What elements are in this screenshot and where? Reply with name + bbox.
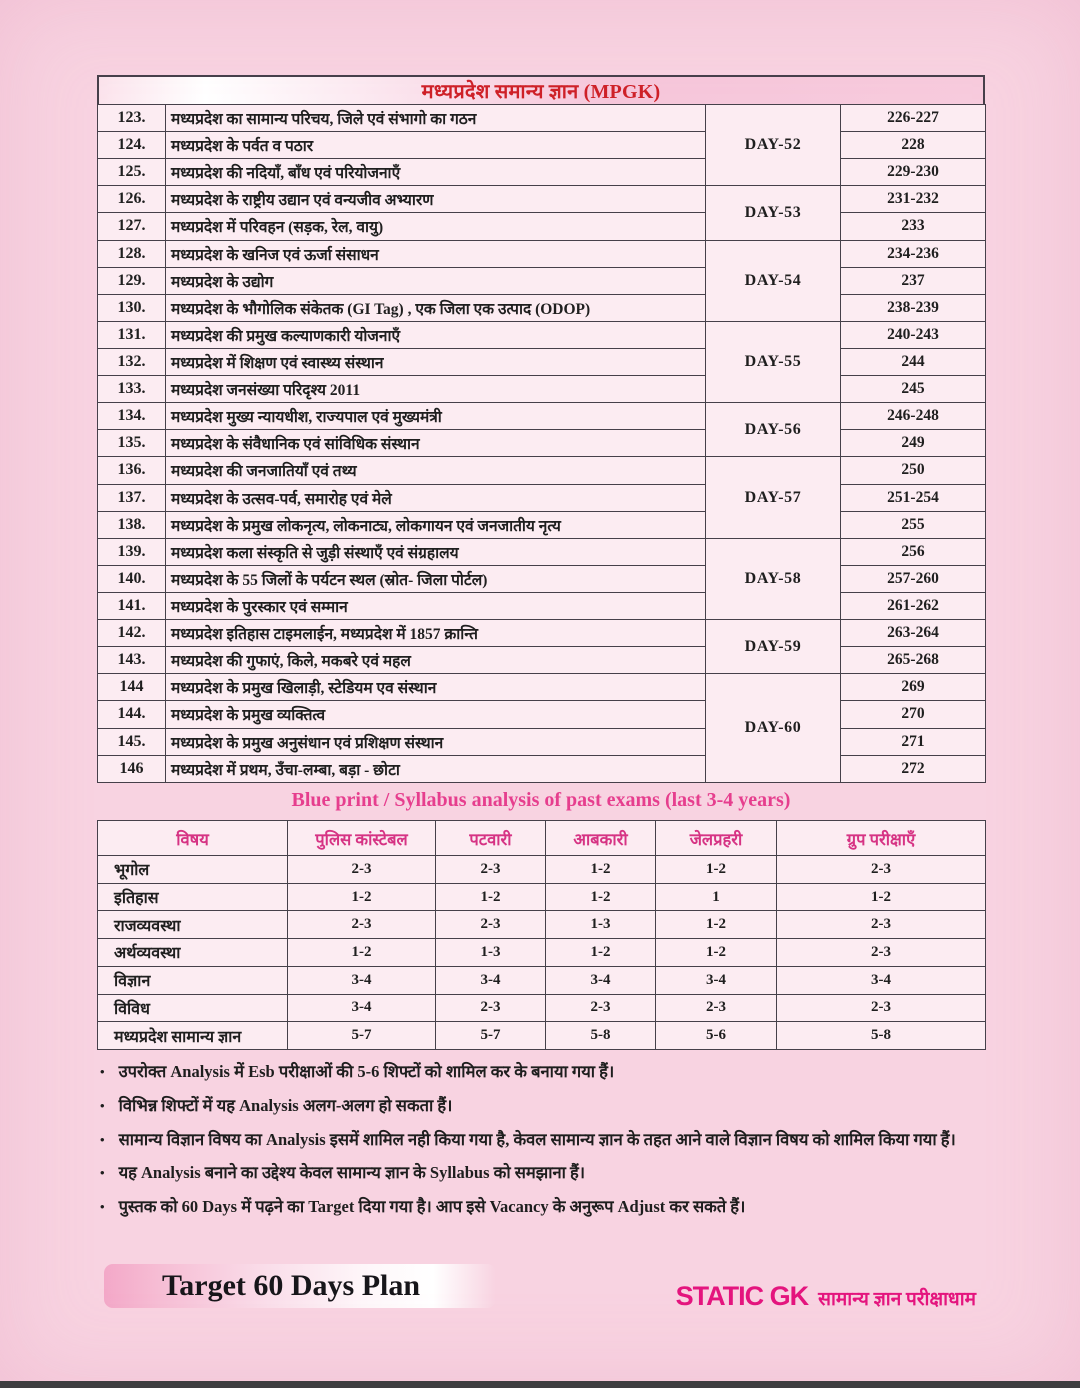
value-cell: 3-4 — [546, 966, 656, 994]
serial-cell: 126. — [98, 186, 166, 213]
topic-cell: मध्यप्रदेश मुख्य न्यायधीश, राज्यपाल एवं मुख्यमंत्री — [166, 403, 706, 430]
value-cell: 2-3 — [436, 994, 546, 1022]
table-row — [98, 728, 986, 755]
topic-cell: मध्यप्रदेश के प्रमुख लोकनृत्य, लोकनाट्य, लोकगायन एवं जनजातीय नृत्य — [166, 511, 706, 538]
table-row — [98, 105, 986, 132]
photo-edge-strip — [0, 1381, 1080, 1388]
value-cell: 3-4 — [656, 966, 777, 994]
value-cell: 2-3 — [546, 994, 656, 1022]
value-cell: 5-7 — [436, 1022, 546, 1050]
topic-cell: मध्यप्रदेश के राष्ट्रीय उद्यान एवं वन्यजीव अभ्यारण — [166, 186, 706, 213]
note-text: यह Analysis बनाने का उद्देश्य केवल सामान्य ज्ञान के Syllabus को समझाना हैं। — [118, 1163, 586, 1183]
value-cell: 3-4 — [436, 966, 546, 994]
table-row — [98, 240, 986, 267]
day-cell: DAY-53 — [706, 186, 841, 240]
mpgk-header-bar — [97, 75, 985, 104]
topic-cell: मध्यप्रदेश इतिहास टाइमलाईन, मध्यप्रदेश में 1857 क्रान्ति — [166, 620, 706, 647]
value-cell: 1 — [656, 883, 777, 911]
table-row — [98, 620, 986, 647]
serial-cell: 142. — [98, 620, 166, 647]
column-header: पुलिस कांस्टेबल — [288, 821, 436, 856]
serial-cell: 134. — [98, 403, 166, 430]
subject-cell: अर्थव्यवस्था — [98, 939, 288, 967]
table-row — [98, 592, 986, 619]
brand-name: STATIC GK — [675, 1281, 809, 1311]
pages-cell: 237 — [841, 267, 986, 294]
pages-cell: 245 — [841, 376, 986, 403]
subject-cell: भूगोल — [98, 856, 288, 884]
subject-cell: मध्यप्रदेश सामान्य ज्ञान — [98, 1022, 288, 1050]
topic-cell: मध्यप्रदेश के भौगोलिक संकेतक (GI Tag) , एक जिला एक उत्पाद (ODOP) — [166, 294, 706, 321]
target-plan-banner — [104, 1264, 496, 1308]
value-cell: 2-3 — [777, 994, 986, 1022]
pages-cell: 228 — [841, 132, 986, 159]
table-row — [98, 883, 986, 911]
note-item — [100, 1161, 976, 1186]
table-row — [98, 755, 986, 782]
value-cell: 2-3 — [288, 856, 436, 884]
day-cell: DAY-54 — [706, 240, 841, 321]
table-row — [98, 213, 986, 240]
serial-cell: 129. — [98, 267, 166, 294]
table-row — [98, 348, 986, 375]
pages-cell: 255 — [841, 511, 986, 538]
topic-cell: मध्यप्रदेश कला संस्कृति से जुड़ी संस्थाएँ एवं संग्रहालय — [166, 538, 706, 565]
pages-cell: 256 — [841, 538, 986, 565]
value-cell: 5-8 — [546, 1022, 656, 1050]
day-cell: DAY-58 — [706, 538, 841, 619]
target-plan-label: Target 60 Days Plan — [162, 1269, 421, 1302]
table-row — [98, 403, 986, 430]
note-text: विभिन्न शिफ्टों में यह Analysis अलग-अलग हो सकता हैं। — [118, 1095, 453, 1115]
topic-cell: मध्यप्रदेश में शिक्षण एवं स्वास्थ्य संस्थान — [166, 348, 706, 375]
value-cell: 2-3 — [777, 856, 986, 884]
serial-cell: 141. — [98, 592, 166, 619]
serial-cell: 124. — [98, 132, 166, 159]
topic-cell: मध्यप्रदेश के प्रमुख अनुसंधान एवं प्रशिक्षण संस्थान — [166, 728, 706, 755]
serial-cell: 135. — [98, 430, 166, 457]
notes-list — [100, 1060, 976, 1229]
pages-cell: 270 — [841, 701, 986, 728]
topic-cell: मध्यप्रदेश के प्रमुख व्यक्तित्व — [166, 701, 706, 728]
mpgk-title: मध्यप्रदेश समान्य ज्ञान (MPGK) — [421, 81, 661, 103]
value-cell: 2-3 — [436, 856, 546, 884]
serial-cell: 127. — [98, 213, 166, 240]
bullet-icon: • — [100, 1199, 105, 1214]
pages-cell: 244 — [841, 348, 986, 375]
serial-cell: 146 — [98, 755, 166, 782]
serial-cell: 132. — [98, 348, 166, 375]
day-cell: DAY-57 — [706, 457, 841, 538]
table-row — [98, 267, 986, 294]
table-row — [98, 430, 986, 457]
value-cell: 3-4 — [288, 966, 436, 994]
value-cell: 1-2 — [777, 883, 986, 911]
value-cell: 2-3 — [777, 911, 986, 939]
table-row — [98, 457, 986, 484]
note-text: पुस्तक को 60 Days में पढ़ने का Target दिया गया है। आप इसे Vacancy के अनुरूप Adjust कर सकते हैं। — [118, 1197, 746, 1216]
topic-cell: मध्यप्रदेश में प्रथम, उँचा-लम्बा, बड़ा - छोटा — [166, 755, 706, 782]
note-text: उपरोक्त Analysis में Esb परीक्षाओं की 5-6 शिफ्टों को शामिल कर के बनाया गया हैं। — [118, 1062, 615, 1081]
serial-cell: 144 — [98, 674, 166, 701]
value-cell: 2-3 — [656, 994, 777, 1022]
pages-cell: 251-254 — [841, 484, 986, 511]
pages-cell: 261-262 — [841, 592, 986, 619]
value-cell: 3-4 — [288, 994, 436, 1022]
mpgk-table-body — [98, 105, 986, 783]
day-cell: DAY-60 — [706, 674, 841, 783]
serial-cell: 123. — [98, 105, 166, 132]
topic-cell: मध्यप्रदेश की जनजातियाँ एवं तथ्य — [166, 457, 706, 484]
table-row — [98, 701, 986, 728]
note-item — [100, 1195, 976, 1220]
value-cell: 1-2 — [288, 883, 436, 911]
subject-cell: विज्ञान — [98, 966, 288, 994]
pages-cell: 238-239 — [841, 294, 986, 321]
value-cell: 1-2 — [656, 856, 777, 884]
pages-cell: 233 — [841, 213, 986, 240]
day-cell: DAY-59 — [706, 620, 841, 674]
topic-cell: मध्यप्रदेश की गुफाएं, किले, मकबरे एवं महल — [166, 647, 706, 674]
topic-cell: मध्यप्रदेश के खनिज एवं ऊर्जा संसाधन — [166, 240, 706, 267]
serial-cell: 125. — [98, 159, 166, 186]
table-row — [98, 321, 986, 348]
value-cell: 2-3 — [288, 911, 436, 939]
value-cell: 1-2 — [436, 883, 546, 911]
table-row — [98, 856, 986, 884]
value-cell: 1-2 — [288, 939, 436, 967]
table-row — [98, 939, 986, 967]
table-row — [98, 966, 986, 994]
serial-cell: 137. — [98, 484, 166, 511]
blueprint-header-row — [98, 821, 986, 856]
pages-cell: 272 — [841, 755, 986, 782]
note-item — [100, 1094, 976, 1119]
bullet-icon: • — [100, 1165, 105, 1181]
pages-cell: 265-268 — [841, 647, 986, 674]
table-row — [98, 994, 986, 1022]
day-cell: DAY-52 — [706, 105, 841, 186]
serial-cell: 130. — [98, 294, 166, 321]
bullet-icon: • — [100, 1097, 105, 1113]
topic-cell: मध्यप्रदेश में परिवहन (सड़क, रेल, वायु) — [166, 213, 706, 240]
blueprint-table — [97, 820, 986, 1050]
brand-tagline: सामान्य ज्ञान परीक्षाधाम — [818, 1289, 976, 1310]
table-row — [98, 376, 986, 403]
value-cell: 1-2 — [656, 939, 777, 967]
subject-cell: विविध — [98, 994, 288, 1022]
column-header: ग्रुप परीक्षाएँ — [777, 821, 986, 856]
mpgk-schedule-table — [97, 104, 986, 783]
day-cell: DAY-56 — [706, 403, 841, 457]
subject-cell: राजव्यवस्था — [98, 911, 288, 939]
serial-cell: 139. — [98, 538, 166, 565]
topic-cell: मध्यप्रदेश के पुरस्कार एवं सम्मान — [166, 592, 706, 619]
pages-cell: 234-236 — [841, 240, 986, 267]
pages-cell: 231-232 — [841, 186, 986, 213]
column-header: पटवारी — [436, 821, 546, 856]
value-cell: 3-4 — [777, 966, 986, 994]
pages-cell: 249 — [841, 430, 986, 457]
topic-cell: मध्यप्रदेश के प्रमुख खिलाड़ी, स्टेडियम एव संस्थान — [166, 674, 706, 701]
serial-cell: 140. — [98, 565, 166, 592]
table-row — [98, 294, 986, 321]
value-cell: 1-3 — [546, 911, 656, 939]
topic-cell: मध्यप्रदेश की प्रमुख कल्याणकारी योजनाएँ — [166, 321, 706, 348]
topic-cell: मध्यप्रदेश के पर्वत व पठार — [166, 132, 706, 159]
topic-cell: मध्यप्रदेश के उद्योग — [166, 267, 706, 294]
table-row — [98, 511, 986, 538]
table-row — [98, 186, 986, 213]
table-row — [98, 132, 986, 159]
table-row — [98, 538, 986, 565]
table-row — [98, 484, 986, 511]
value-cell: 1-2 — [546, 939, 656, 967]
serial-cell: 131. — [98, 321, 166, 348]
note-item — [100, 1060, 976, 1085]
topic-cell: मध्यप्रदेश जनसंख्या परिदृश्य 2011 — [166, 376, 706, 403]
value-cell: 2-3 — [436, 911, 546, 939]
blueprint-heading: Blue print / Syllabus analysis of past exams (last 3-4 years) — [291, 789, 791, 811]
value-cell: 5-7 — [288, 1022, 436, 1050]
serial-cell: 144. — [98, 701, 166, 728]
topic-cell: मध्यप्रदेश के 55 जिलों के पर्यटन स्थल (स्रोत- जिला पोर्टल) — [166, 565, 706, 592]
value-cell: 1-2 — [546, 883, 656, 911]
pages-cell: 250 — [841, 457, 986, 484]
column-header: जेलप्रहरी — [656, 821, 777, 856]
value-cell: 5-8 — [777, 1022, 986, 1050]
pages-cell: 226-227 — [841, 105, 986, 132]
serial-cell: 145. — [98, 728, 166, 755]
pages-cell: 246-248 — [841, 403, 986, 430]
topic-cell: मध्यप्रदेश के संवैधानिक एवं सांविधिक संस्थान — [166, 430, 706, 457]
serial-cell: 136. — [98, 457, 166, 484]
value-cell: 1-3 — [436, 939, 546, 967]
brand-footer — [676, 1281, 976, 1312]
topic-cell: मध्यप्रदेश का सामान्य परिचय, जिले एवं संभागो का गठन — [166, 105, 706, 132]
table-row — [98, 911, 986, 939]
value-cell: 5-6 — [656, 1022, 777, 1050]
pages-cell: 229-230 — [841, 159, 986, 186]
day-cell: DAY-55 — [706, 321, 841, 402]
note-text: सामान्य विज्ञान विषय का Analysis इसमें शामिल नही किया गया है, केवल सामान्य ज्ञान के तहत आने वाले विज्ञान विषय को शामिल किया गया हैं। — [118, 1129, 956, 1149]
serial-cell: 133. — [98, 376, 166, 403]
pages-cell: 263-264 — [841, 620, 986, 647]
pages-cell: 257-260 — [841, 565, 986, 592]
serial-cell: 128. — [98, 240, 166, 267]
column-header: विषय — [98, 821, 288, 856]
pages-cell: 240-243 — [841, 321, 986, 348]
table-row — [98, 565, 986, 592]
table-row — [98, 647, 986, 674]
serial-cell: 138. — [98, 511, 166, 538]
bullet-icon: • — [100, 1131, 105, 1147]
value-cell: 1-2 — [546, 856, 656, 884]
subject-cell: इतिहास — [98, 883, 288, 911]
value-cell: 1-2 — [656, 911, 777, 939]
pages-cell: 271 — [841, 728, 986, 755]
serial-cell: 143. — [98, 647, 166, 674]
table-row — [98, 1022, 986, 1050]
table-row — [98, 159, 986, 186]
table-row — [98, 674, 986, 701]
note-item — [100, 1128, 976, 1153]
topic-cell: मध्यप्रदेश के उत्सव-पर्व, समारोह एवं मेले — [166, 484, 706, 511]
pages-cell: 269 — [841, 674, 986, 701]
blueprint-table-body — [98, 856, 986, 1050]
topic-cell: मध्यप्रदेश की नदियाँ, बाँध एवं परियोजनाएँ — [166, 159, 706, 186]
column-header: आबकारी — [546, 821, 656, 856]
value-cell: 2-3 — [777, 939, 986, 967]
bullet-icon: • — [100, 1064, 105, 1079]
